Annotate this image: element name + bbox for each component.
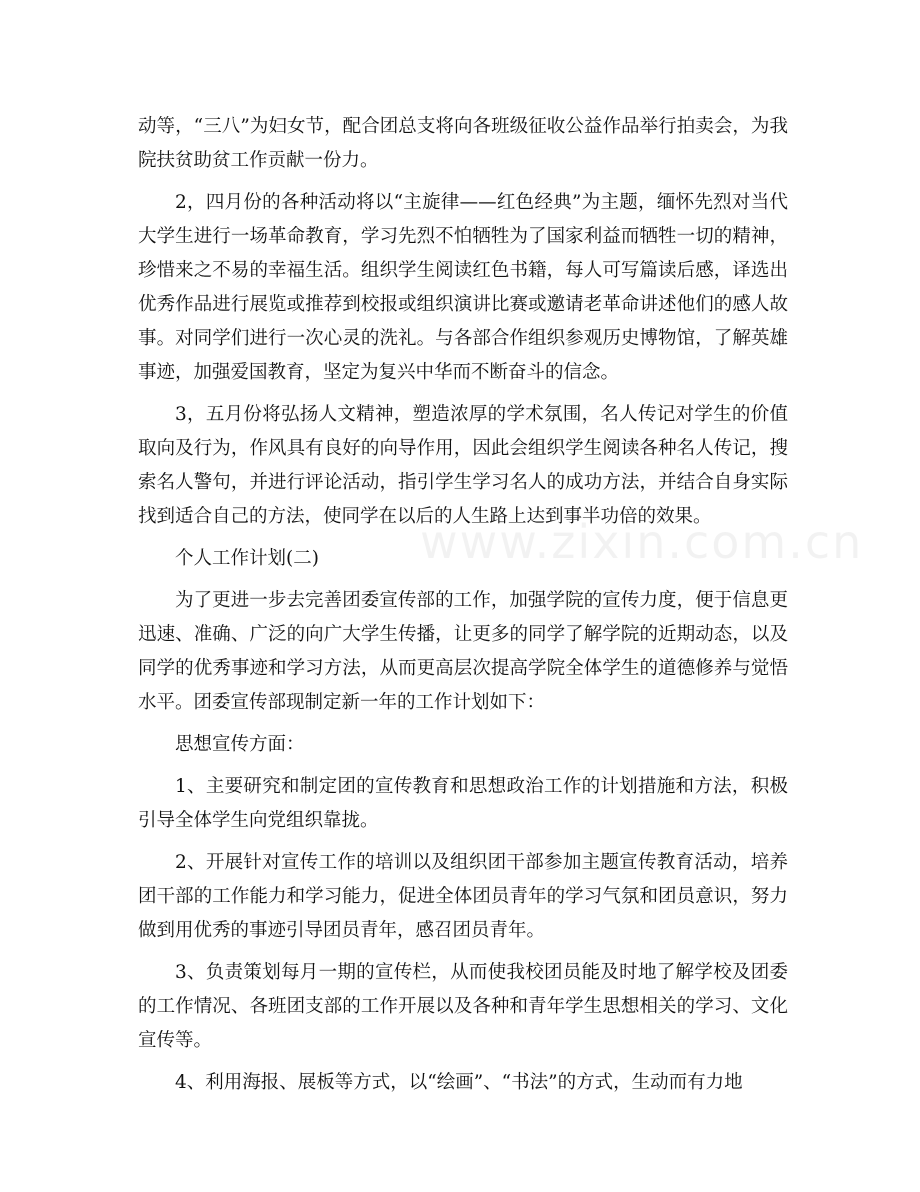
list-item-1: 1、主要研究和制定团的宣传教育和思想政治工作的计划措施和方法，积极引导全体学生向党组织靠拢。 — [138, 776, 788, 831]
list-item-2: 2、开展针对宣传工作的培训以及组织团干部参加主题宣传教育活动，培养团干部的工作能力和学习能力，促进全体团员青年的学习气氛和团员意识，努力做到用优秀的事迹引导团员青年，感召团员青年。 — [138, 852, 788, 941]
paragraph-2: 2，四月份的各种活动将以“主旋律——红色经典”为主题，缅怀先烈对当代大学生进行一场革命教育，学习先烈不怕牺牲为了国家利益而牺牲一切的精神，珍惜来之不易的幸福生活。组织学生阅读红色书籍，每人可写篇读后感，译选出优秀作品进行展览或推荐到校报或组织演讲比赛或邀请老革命讲述他们的感人故事。对同学们进行一次心灵的洗礼。与各部合作组织参观历史博物馆，了解英雄事迹，加强爱国教育，坚定为复兴中华而不断奋斗的信念。 — [138, 192, 788, 383]
section-heading: 个人工作计划(二) — [175, 548, 319, 569]
list-item-4: 4、利用海报、展板等方式，以“绘画”、“书法”的方式，生动而有力地 — [175, 1072, 743, 1093]
paragraph-intro: 为了更进一步去完善团委宣传部的工作，加强学院的宣传力度，便于信息更迅速、准确、广泛的向广大学生传播，让更多的同学了解学院的近期动态，以及同学的优秀事迹和学习方法，从而更高层次提高学院全体学生的道德修养与觉悟水平。团委宣传部现制定新一年的工作计划如下： — [138, 590, 788, 713]
paragraph-1: 动等，“三八”为妇女节，配合团总支将向各班级征收公益作品举行拍卖会，为我院扶贫助贫工作贡献一份力。 — [138, 116, 788, 171]
subsection-heading: 思想宣传方面： — [175, 734, 305, 755]
list-item-3: 3、负责策划每月一期的宣传栏，从而使我校团员能及时地了解学校及团委的工作情况、各班团支部的工作开展以及各种和青年学生思想相关的学习、文化宣传等。 — [138, 962, 788, 1051]
watermark: www.zixin.com.cn — [420, 515, 864, 569]
document-body — [138, 110, 788, 1108]
paragraph-3: 3，五月份将弘扬人文精神，塑造浓厚的学术氛围，名人传记对学生的价值取向及行为，作风具有良好的向导作用，因此会组织学生阅读各种名人传记，搜索名人警句，并进行评论活动，指引学生学习名人的成功方法，并结合自身实际找到适合自己的方法，使同学在以后的人生路上达到事半功倍的效果。 — [138, 404, 788, 527]
